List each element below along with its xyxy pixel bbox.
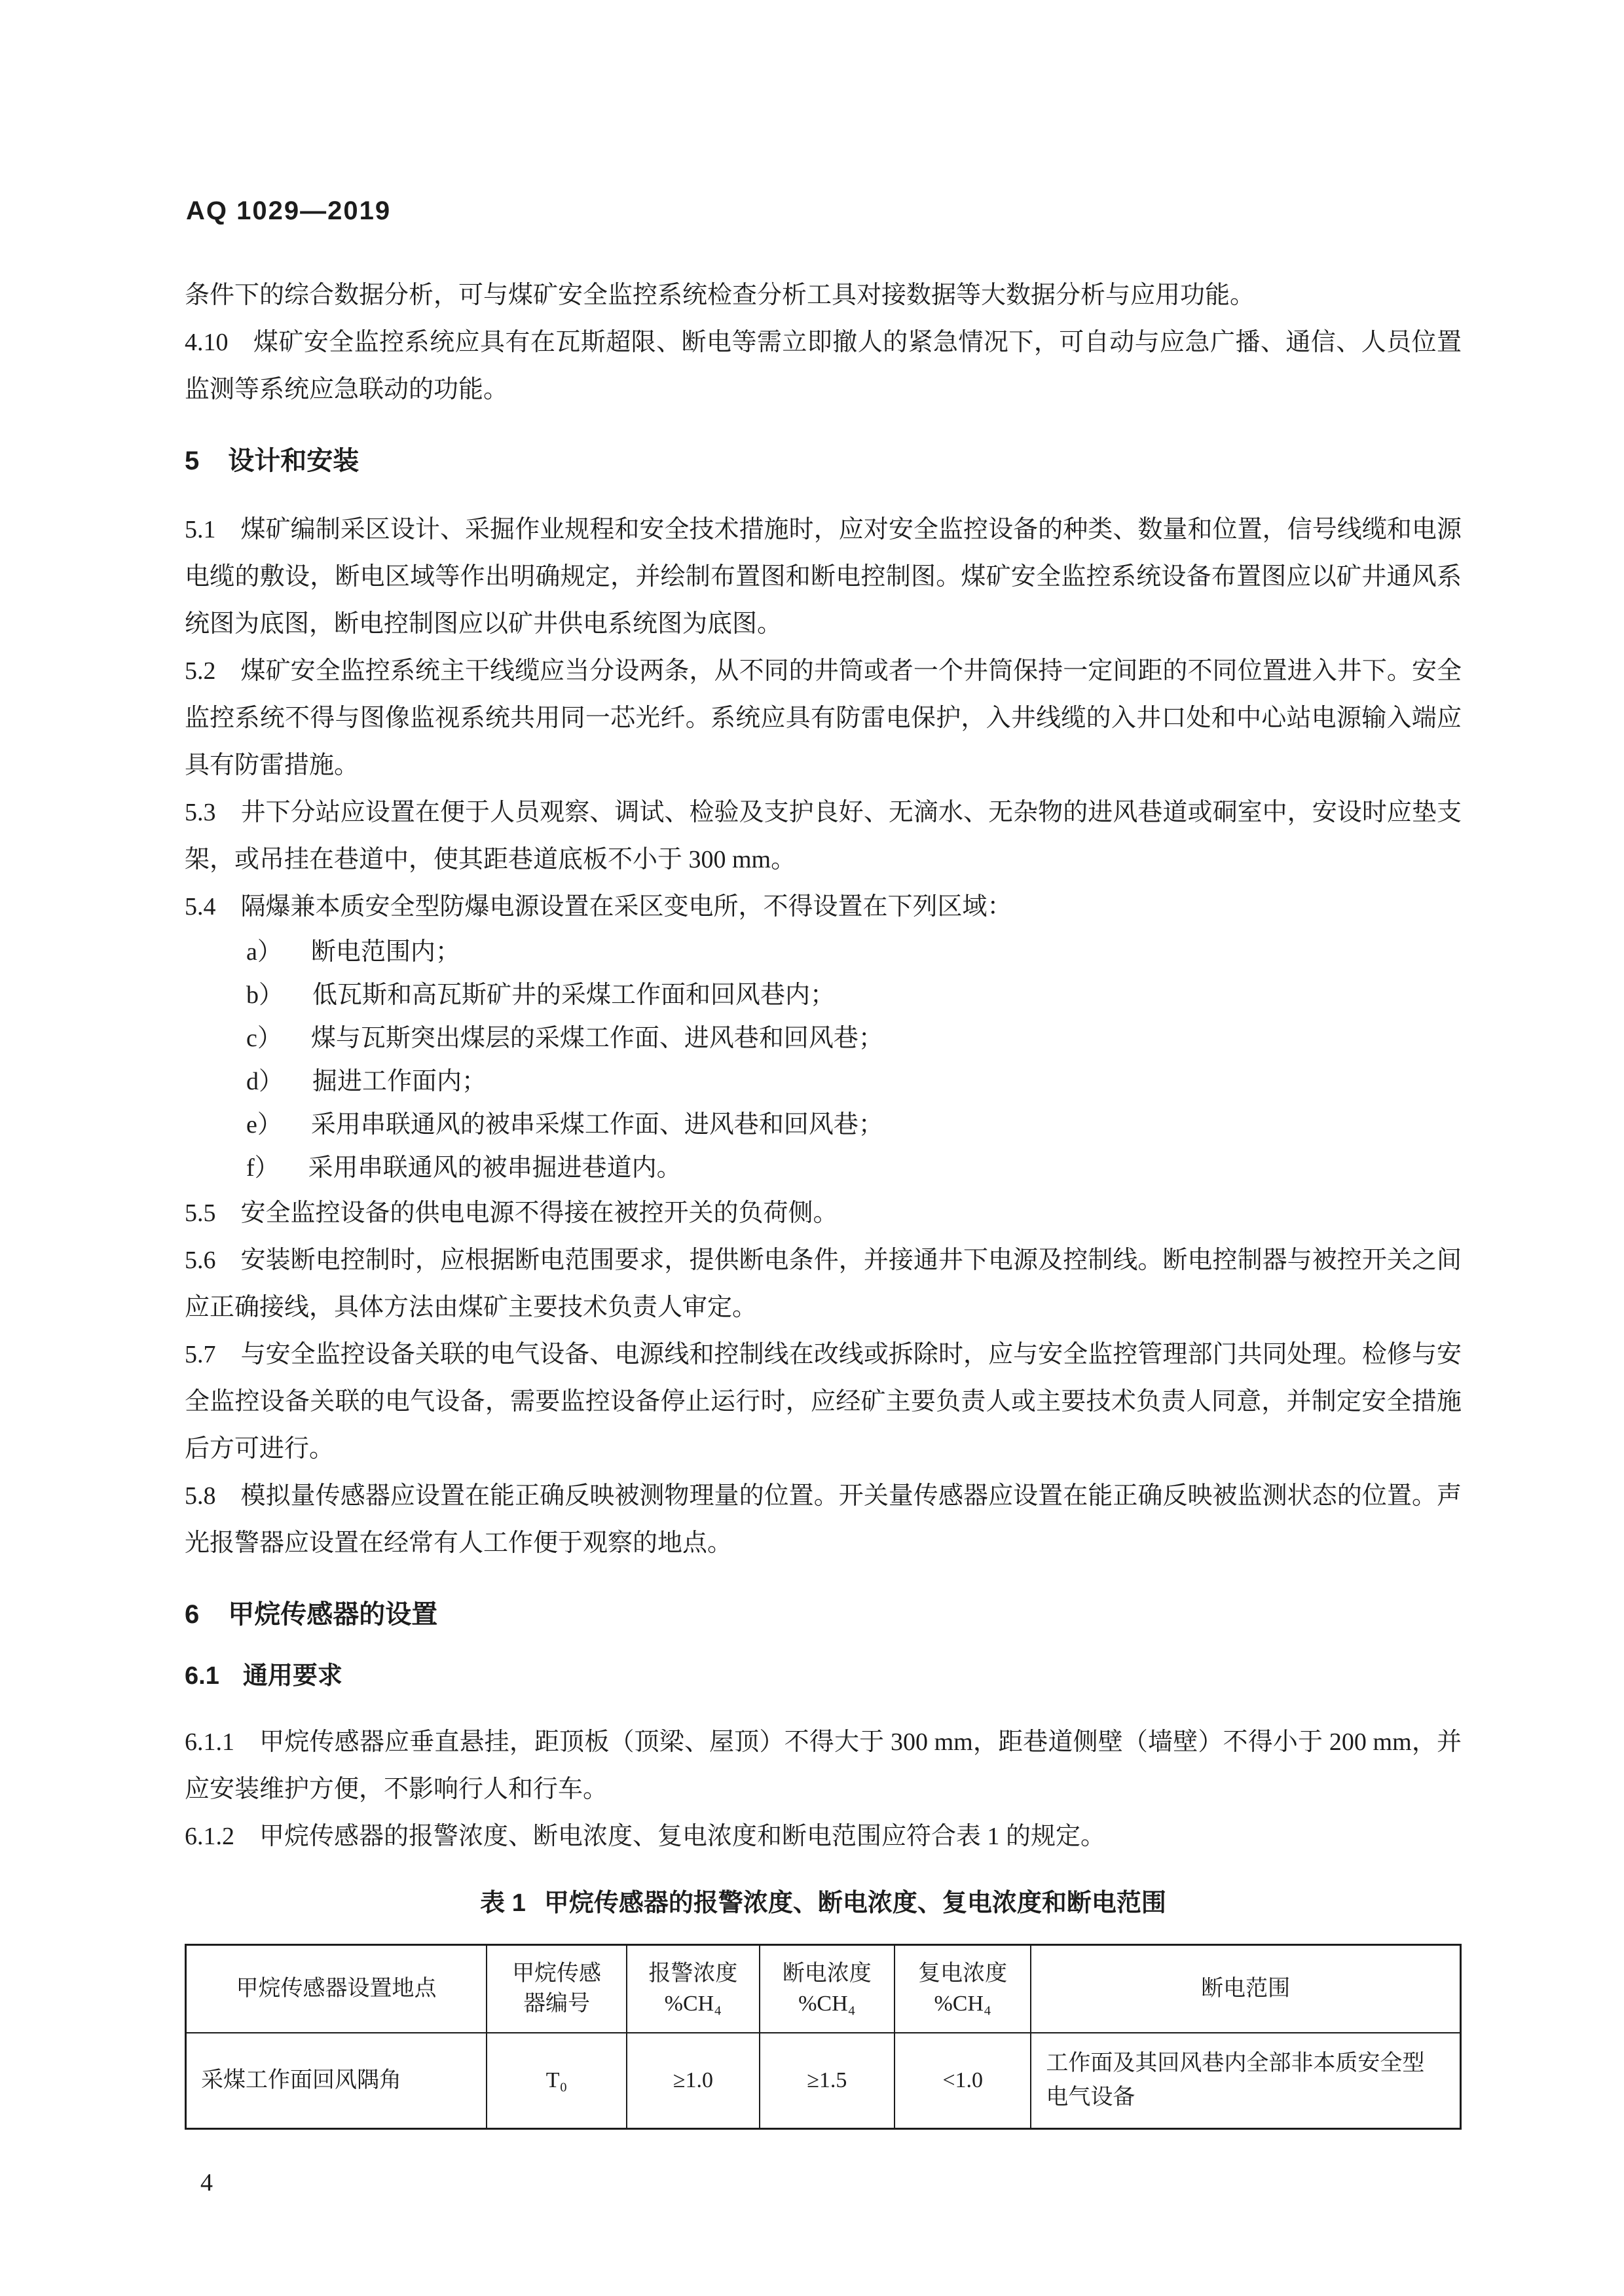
clause-text: 安装断电控制时，应根据断电范围要求，提供断电条件，并接通井下电源及控制线。断电控制器与被控开关之间应正确接线，具体方法由煤矿主要技术负责人审定。 (185, 1247, 1462, 1321)
clause-5-1 (185, 506, 1462, 647)
clause-5-7 (185, 1331, 1462, 1472)
clause-4-10 (185, 319, 1462, 413)
cell-sensor-id: T₀ (487, 2033, 627, 2129)
clause-number: 5.2 (185, 657, 216, 685)
table-row (186, 2033, 1461, 2129)
list-marker: f） (246, 1154, 280, 1182)
table-label: 表 1 (480, 1889, 526, 1917)
clause-text: 模拟量传感器应设置在能正确反映被测物理量的位置。开关量传感器应设置在能正确反映被监测状态的位置。声光报警器应设置在经常有人工作便于观察的地点。 (185, 1482, 1462, 1557)
col-header-poweron-concentration: 复电浓度 %CH₄ (895, 1945, 1031, 2033)
cell-alarm-concentration: ≥1.0 (627, 2033, 759, 2129)
clause-text: 井下分站应设置在便于人员观察、调试、检验及支护良好、无滴水、无杂物的进风巷道或硐室中，安设时应垫支架，或吊挂在巷道中，使其距巷道底板不小于 300 mm。 (185, 799, 1462, 873)
subsection-number: 6.1 (185, 1662, 219, 1690)
clause-text: 甲烷传感器应垂直悬挂，距顶板（顶梁、屋顶）不得大于 300 mm，距巷道侧壁（墙壁）不得小于 200 mm，并应安装维护方便，不影响行人和行车。 (185, 1728, 1462, 1803)
list-item-f (246, 1146, 1462, 1190)
clause-5-2 (185, 647, 1462, 789)
clause-number: 5.7 (185, 1341, 216, 1368)
section-heading-5 (185, 443, 1462, 479)
subsection-title: 通用要求 (242, 1662, 342, 1690)
subsection-heading-6-1 (185, 1660, 1462, 1692)
clause-5-8 (185, 1472, 1462, 1567)
list-marker: c） (246, 1025, 282, 1052)
col-header-sensor-id: 甲烷传感 器编号 (487, 1945, 627, 2033)
list-marker: b） (246, 981, 284, 1009)
table-1-methane-sensor-settings (185, 1944, 1462, 2130)
table-title: 甲烷传感器的报警浓度、断电浓度、复电浓度和断电范围 (544, 1889, 1166, 1917)
section-heading-6 (185, 1597, 1462, 1632)
clause-text: 安全监控设备的供电电源不得接在被控开关的负荷侧。 (240, 1199, 838, 1227)
standard-code: AQ 1029—2019 (186, 196, 392, 225)
list-text: 采用串联通风的被串掘进巷道内。 (308, 1154, 682, 1182)
page-number: 4 (200, 2169, 213, 2196)
clause-text: 煤矿安全监控系统应具有在瓦斯超限、断电等需立即撤人的紧急情况下，可自动与应急广播、通信、人员位置监测等系统应急联动的功能。 (185, 329, 1462, 403)
clause-5-5 (185, 1190, 1462, 1237)
clause-5-3 (185, 789, 1462, 883)
cell-location: 采煤工作面回风隅角 (186, 2033, 487, 2129)
section-number: 6 (185, 1600, 200, 1629)
list-marker: d） (246, 1068, 284, 1095)
document-body (185, 272, 1462, 2130)
col-header-alarm-concentration: 报警浓度 %CH₄ (627, 1945, 759, 2033)
clause-6-1-1 (185, 1719, 1462, 1813)
clause-number: 5.8 (185, 1482, 216, 1510)
cell-poweroff-concentration: ≥1.5 (760, 2033, 895, 2129)
list-text: 断电范围内； (310, 938, 460, 966)
clause-number: 5.6 (185, 1247, 216, 1274)
cell-poweron-concentration: <1.0 (895, 2033, 1031, 2129)
list-item-c (246, 1017, 1462, 1060)
list-marker: e） (246, 1111, 282, 1139)
clause-6-1-2 (185, 1813, 1462, 1860)
list-item-d (246, 1060, 1462, 1103)
list-item-b (246, 974, 1462, 1017)
table-header-row (186, 1945, 1461, 2033)
list-text: 掘进工作面内； (312, 1068, 487, 1095)
clause-5-4 (185, 883, 1462, 930)
col-header-location: 甲烷传感器设置地点 (186, 1945, 487, 2033)
list-item-a (246, 930, 1462, 974)
paragraph-text: 条件下的综合数据分析，可与煤矿安全监控系统检查分析工具对接数据等大数据分析与应用功能。 (185, 282, 1255, 309)
list-text: 煤与瓦斯突出煤层的采煤工作面、进风巷和回风巷； (310, 1025, 883, 1052)
col-header-poweroff-concentration: 断电浓度 %CH₄ (760, 1945, 895, 2033)
clause-number: 5.1 (185, 516, 216, 543)
list-marker: a） (246, 938, 282, 966)
section-title: 设计和安装 (228, 446, 360, 475)
clause-number: 6.1.2 (185, 1823, 234, 1850)
clause-number: 5.3 (185, 799, 216, 826)
list-text: 低瓦斯和高瓦斯矿井的采煤工作面和回风巷内； (312, 981, 836, 1009)
clause-text: 煤矿编制采区设计、采掘作业规程和安全技术措施时，应对安全监控设备的种类、数量和位置，信号线缆和电源电缆的敷设，断电区域等作出明确规定，并绘制布置图和断电控制图。煤矿安全监控系统设备布置图应以矿井通风系统图为底图，断电控制图应以矿井供电系统图为底图。 (185, 516, 1462, 638)
list-item-e (246, 1103, 1462, 1146)
clause-text: 隔爆兼本质安全型防爆电源设置在采区变电所，不得设置在下列区域： (240, 893, 1012, 920)
list-text: 采用串联通风的被串采煤工作面、进风巷和回风巷； (310, 1111, 883, 1139)
cell-poweroff-range: 工作面及其回风巷内全部非本质安全型电气设备 (1031, 2033, 1460, 2129)
section-title: 甲烷传感器的设置 (228, 1600, 438, 1629)
paragraph-continuation (185, 272, 1462, 319)
clause-text: 与安全监控设备关联的电气设备、电源线和控制线在改线或拆除时，应与安全监控管理部门共同处理。检修与安全监控设备关联的电气设备，需要监控设备停止运行时，应经矿主要负责人或主要技术负责人同意，并制定安全措施后方可进行。 (185, 1341, 1462, 1463)
clause-text: 煤矿安全监控系统主干线缆应当分设两条，从不同的井筒或者一个井筒保持一定间距的不同位置进入井下。安全监控系统不得与图像监视系统共用同一芯光纤。系统应具有防雷电保护，入井线缆的入井口处和中心站电源输入端应具有防雷措施。 (185, 657, 1462, 779)
clause-number: 5.5 (185, 1199, 216, 1227)
clause-text: 甲烷传感器的报警浓度、断电浓度、复电浓度和断电范围应符合表 1 的规定。 (259, 1823, 1106, 1850)
clause-number: 6.1.1 (185, 1728, 234, 1756)
clause-number: 4.10 (185, 329, 229, 356)
clause-number: 5.4 (185, 893, 216, 920)
col-header-poweroff-range: 断电范围 (1031, 1945, 1460, 2033)
section-number: 5 (185, 446, 200, 475)
table-1-caption (185, 1886, 1462, 1920)
clause-5-6 (185, 1237, 1462, 1331)
